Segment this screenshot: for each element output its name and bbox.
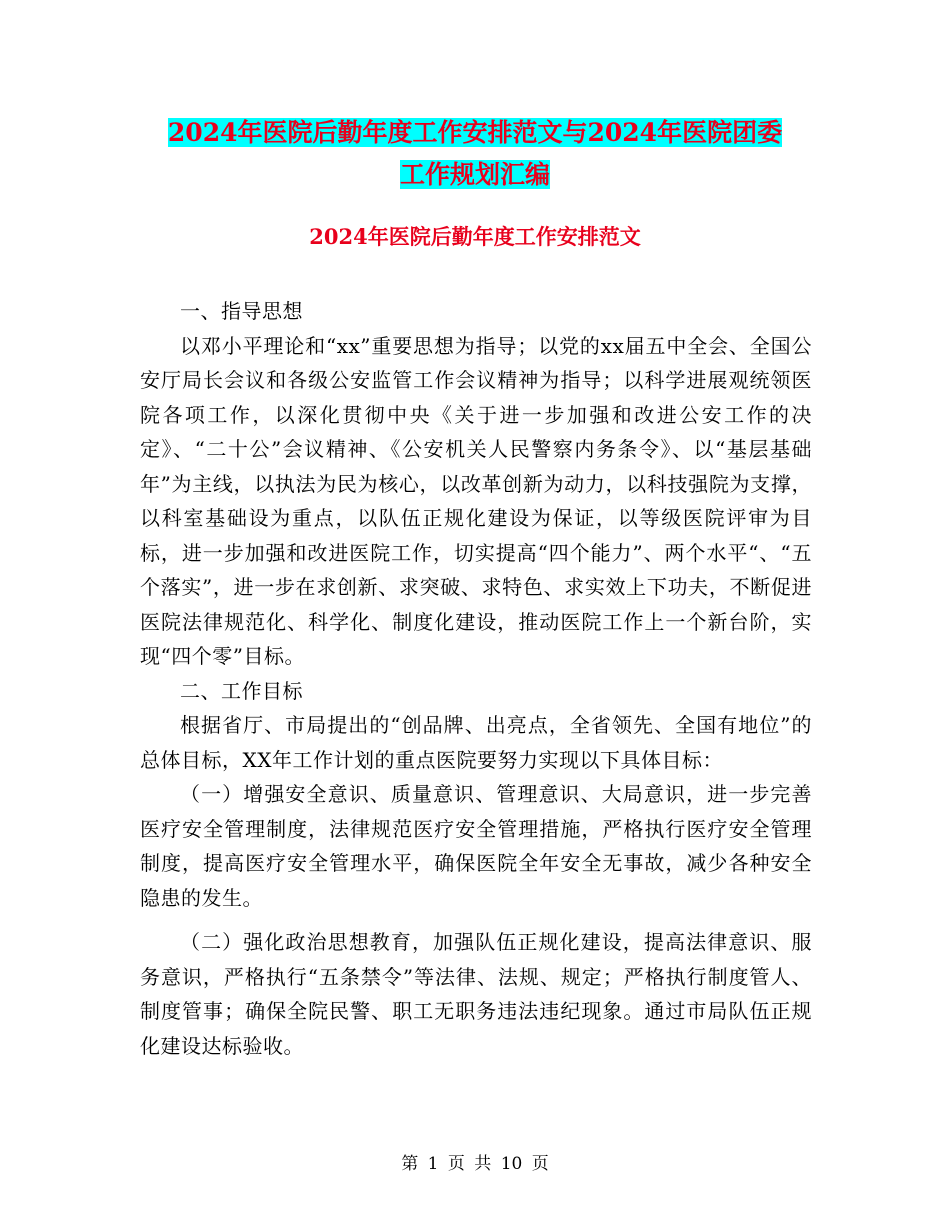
main-title-line-1: 2024年医院后勤年度工作安排范文与2024年医院团委	[167, 118, 783, 147]
page-footer: 第 1 页 共 10 页	[401, 1154, 549, 1174]
main-title-line-2: 工作规划汇编	[399, 160, 550, 189]
heading-guiding-ideology: 一、指导思想	[180, 299, 303, 323]
paragraph-overall-goal: 根据省厅、市局提出的“创品牌、出亮点，全省领先、全国有地位”的总体目标，XX年工作计划的重点医院要努力实现以下具体目标：	[140, 713, 812, 772]
paragraph-goal-1: （一）增强安全意识、质量意识、管理意识、大局意识，进一步完善医疗安全管理制度，法律规范医疗安全管理措施，严格执行医疗安全管理制度，提高医疗安全管理水平，确保医院全年安全无事故，减少各种安全隐患的发生。	[140, 782, 812, 910]
heading-work-goals: 二、工作目标	[180, 678, 303, 703]
section-title: 2024年医院后勤年度工作安排范文	[309, 224, 641, 249]
document-main-title	[140, 112, 810, 196]
paragraph-goal-2: （二）强化政治思想教育，加强队伍正规化建设，提高法律意识、服务意识，严格执行“五条禁令”等法律、法规、规定；严格执行制度管人、制度管事；确保全院民警、职工无职务违法违纪现象。通过市局队伍正规化建设达标验收。	[140, 930, 812, 1058]
paragraph-guiding-ideology: 以邓小平理论和“xx”重要思想为指导；以党的xx届五中全会、全国公安厅局长会议和各级公安监管工作会议精神为指导；以科学进展观统领医院各项工作，以深化贯彻中央《关于进一步加强和改进公安工作的决定》、“二十公”会议精神、《公安机关人民警察内务条令》、以“基层基础年”为主线，以执法为民为核心，以改革创新为动力，以科技强院为支撑，以科室基础设为重点，以队伍正规化建设为保证，以等级医院评审为目标，进一步加强和改进医院工作，切实提高“四个能力”、两个水平“、“五个落实”，进一步在求创新、求突破、求特色、求实效上下功夫，不断促进医院法律规范化、科学化、制度化建设，推动医院工作上一个新台阶，实现“四个零”目标。	[140, 333, 812, 668]
document-body	[140, 294, 812, 1063]
